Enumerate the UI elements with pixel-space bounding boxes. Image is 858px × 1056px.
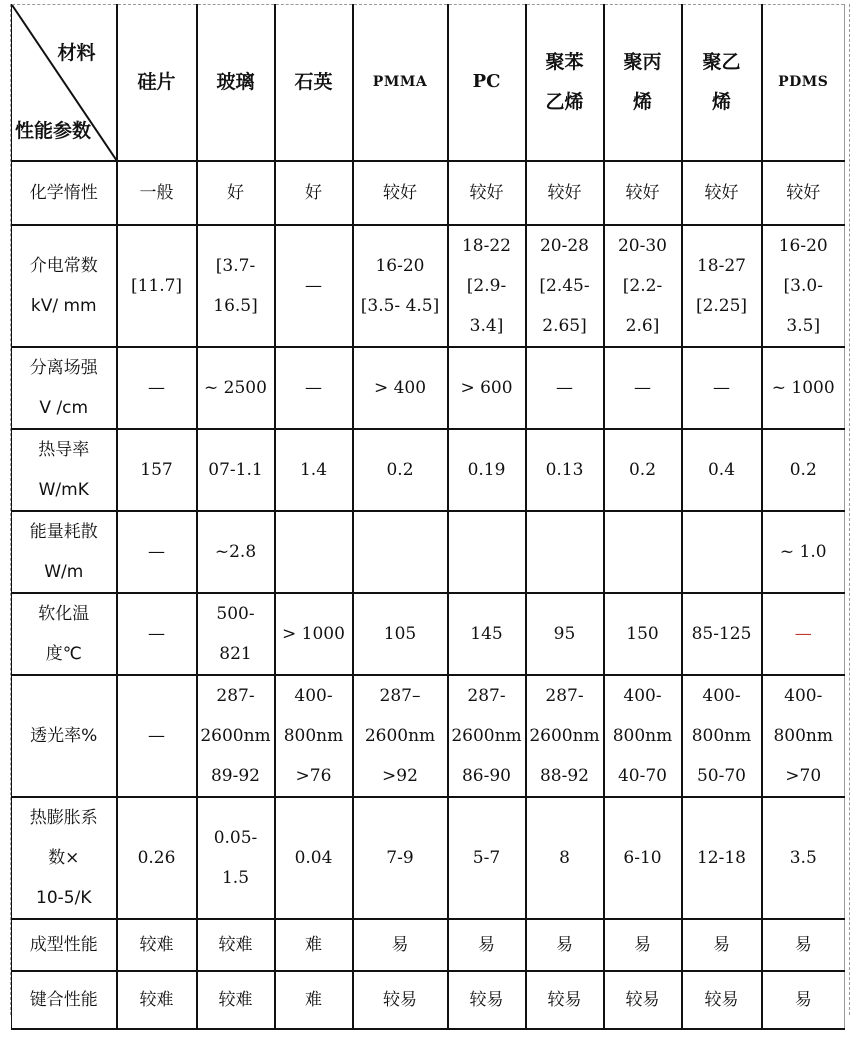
- table-cell: [526, 919, 604, 971]
- cell-text: 3.5: [789, 847, 817, 868]
- cell-text: 2.6]: [625, 315, 660, 336]
- cell-text: 95: [553, 623, 576, 644]
- table-cell: [353, 429, 448, 511]
- table-cell: [448, 971, 526, 1029]
- row-label: [12, 225, 117, 347]
- cell-text: —: [148, 541, 165, 562]
- table-cell: [197, 429, 275, 511]
- row-label-text: W/m: [44, 561, 84, 582]
- column-header-text: PC: [472, 71, 501, 93]
- cell-text: 800nm: [773, 725, 834, 746]
- table-cell: [117, 971, 197, 1029]
- table-cell: [275, 225, 353, 347]
- cell-text: ~ 1000: [771, 377, 835, 398]
- row-label-text: kV/ mm: [30, 295, 97, 316]
- table-cell: [117, 797, 197, 919]
- table-cell: [353, 161, 448, 225]
- row-label-text: 热导率: [38, 439, 90, 460]
- row-label: [12, 675, 117, 797]
- cell-text: 287-: [467, 685, 506, 706]
- table-cell: [448, 593, 526, 675]
- table-cell: [275, 161, 353, 225]
- table-cell: [448, 161, 526, 225]
- column-header-text: 烯: [711, 91, 731, 114]
- cell-text: 287–: [379, 685, 421, 706]
- table-cell: [448, 429, 526, 511]
- cell-text: 400-: [294, 685, 333, 706]
- table-cell: [448, 797, 526, 919]
- cell-text: 较好: [383, 182, 417, 203]
- cell-text: 287-: [545, 685, 584, 706]
- cell-text: 800nm: [691, 725, 752, 746]
- column-header-glass: [197, 5, 275, 161]
- column-header-text: 石英: [294, 71, 333, 94]
- table-cell: [682, 593, 762, 675]
- row-label-text: 数×: [48, 847, 80, 868]
- cell-text: 较易: [704, 989, 739, 1010]
- row-formability: [12, 919, 845, 971]
- table-cell: [762, 797, 845, 919]
- row-label-text: 介电常数: [29, 255, 98, 276]
- table-cell: [197, 971, 275, 1029]
- cell-text: 好: [227, 182, 244, 203]
- cell-text: —: [148, 725, 165, 746]
- table-cell: [682, 675, 762, 797]
- cell-text: 85-125: [691, 623, 752, 644]
- row-label-text: 软化温: [38, 603, 90, 624]
- column-header-polypropylene: [604, 5, 682, 161]
- table-cell: [604, 511, 682, 593]
- table-cell: [448, 511, 526, 593]
- row-label-text: W/mK: [38, 479, 89, 500]
- cell-text: 好: [305, 182, 322, 203]
- table-cell: [604, 161, 682, 225]
- cell-text: 3.5]: [786, 315, 821, 336]
- table-cell: [117, 675, 197, 797]
- table-cell: [353, 347, 448, 429]
- table-cell: [117, 511, 197, 593]
- cell-text: [2.9-: [466, 275, 507, 296]
- cell-text: 0.2: [628, 459, 657, 480]
- cell-text: 较好: [625, 182, 660, 203]
- row-label: [12, 511, 117, 593]
- cell-text: 18-22: [461, 235, 511, 256]
- column-header-text: 聚丙: [623, 51, 662, 74]
- cell-text: 较难: [218, 989, 253, 1010]
- table-cell: [117, 593, 197, 675]
- row-separation-field: [12, 347, 845, 429]
- table-cell: [604, 675, 682, 797]
- cell-text: [2.2-: [622, 275, 663, 296]
- table-cell: [762, 429, 845, 511]
- cell-text: 较难: [139, 989, 174, 1010]
- table-cell: [275, 971, 353, 1029]
- column-header-text: 硅片: [137, 71, 176, 94]
- table-cell: [275, 675, 353, 797]
- cell-text: 2.65]: [542, 315, 587, 336]
- table-cell: [762, 675, 845, 797]
- column-header-text: 乙烯: [545, 91, 584, 114]
- row-label-text: 化学惰性: [29, 182, 98, 203]
- cell-text: —: [556, 377, 573, 398]
- cell-text: >92: [382, 765, 418, 786]
- row-label-text: 热膨胀系: [29, 807, 98, 828]
- cell-text: 150: [626, 623, 659, 644]
- row-label: [12, 971, 117, 1029]
- table-cell: [526, 971, 604, 1029]
- cell-text: 0.13: [545, 459, 584, 480]
- table-cell: [526, 161, 604, 225]
- cell-text: [3.0-: [783, 275, 823, 296]
- table-cell: [275, 593, 353, 675]
- row-transmittance: [12, 675, 845, 797]
- cell-text: 较好: [547, 182, 582, 203]
- row-label: [12, 797, 117, 919]
- cell-text: —: [305, 275, 322, 296]
- column-header-polystyrene: [526, 5, 604, 161]
- cell-text: 较易: [383, 989, 417, 1010]
- cell-text: 20-28: [539, 235, 589, 256]
- cell-text: 易: [794, 934, 812, 955]
- cell-text: 89-92: [210, 765, 260, 786]
- cell-text: 105: [383, 623, 417, 644]
- cell-text: 2600nm: [364, 725, 436, 746]
- column-header-text: PDMS: [778, 74, 829, 91]
- table-cell: [526, 511, 604, 593]
- row-label: [12, 161, 117, 225]
- cell-text: 易: [556, 934, 573, 955]
- table-cell: [526, 225, 604, 347]
- cell-text: >76: [295, 765, 332, 786]
- cell-text: 86-90: [461, 765, 511, 786]
- cell-text: 0.04: [294, 847, 333, 868]
- cell-text: 400-: [784, 685, 823, 706]
- cell-text: 较易: [469, 989, 504, 1010]
- column-header-pmma: [353, 5, 448, 161]
- cell-text: 易: [478, 934, 495, 955]
- row-thermal-conductivity: [12, 429, 845, 511]
- table-cell: [682, 347, 762, 429]
- row-softening-temperature: [12, 593, 845, 675]
- table-cell: [762, 971, 845, 1029]
- column-header-quartz: [275, 5, 353, 161]
- cell-text: 一般: [139, 182, 174, 203]
- column-header-polyethylene: [682, 5, 762, 161]
- cell-text: 较好: [704, 182, 739, 203]
- table-cell: [448, 919, 526, 971]
- cell-text: >70: [785, 765, 822, 786]
- cell-text: 1.4: [299, 459, 328, 480]
- row-energy-dissipation: [12, 511, 845, 593]
- cell-text: 16-20: [375, 255, 425, 276]
- table-cell: [275, 797, 353, 919]
- cell-text: 0.05-: [213, 827, 258, 848]
- table-cell: [682, 161, 762, 225]
- cell-text: 易: [713, 934, 730, 955]
- table-cell: [353, 511, 448, 593]
- cell-text: —: [148, 377, 165, 398]
- table-cell: [604, 919, 682, 971]
- cell-text: 16-20: [778, 235, 828, 256]
- table-cell: [762, 593, 845, 675]
- column-header-text: 聚乙: [702, 51, 741, 74]
- table-cell: [526, 429, 604, 511]
- cell-text: ~ 2500: [204, 377, 267, 398]
- table-cell: [353, 919, 448, 971]
- table-cell: [682, 429, 762, 511]
- table-cell: [197, 511, 275, 593]
- row-chemical-inertness: [12, 161, 845, 225]
- column-header-silicon: [117, 5, 197, 161]
- row-thermal-expansion: [12, 797, 845, 919]
- cell-text: 0.19: [467, 459, 506, 480]
- cell-text: [2.25]: [695, 295, 748, 316]
- cell-text: 较易: [547, 989, 582, 1010]
- cell-text: 难: [305, 934, 322, 955]
- material-properties-table: [11, 4, 845, 1030]
- table-cell: [682, 797, 762, 919]
- column-header-text: PMMA: [372, 74, 428, 91]
- cell-text: 157: [140, 459, 173, 480]
- row-label-text: 成型性能: [29, 934, 98, 955]
- cell-text: [3.7-: [215, 255, 256, 276]
- table-cell: [117, 429, 197, 511]
- table-cell: [682, 971, 762, 1029]
- cell-text: 400-: [623, 685, 662, 706]
- table-cell: [197, 593, 275, 675]
- row-label: [12, 593, 117, 675]
- cell-text: 287-: [216, 685, 255, 706]
- table-cell: [448, 225, 526, 347]
- cell-text: 12-18: [696, 847, 746, 868]
- cell-text: 易: [634, 934, 651, 955]
- table-cell: [197, 797, 275, 919]
- table-cell: [604, 225, 682, 347]
- cell-text: 较难: [218, 934, 253, 955]
- cell-text: > 400: [373, 377, 427, 398]
- cell-text: 400-: [702, 685, 741, 706]
- cell-text: 2600nm: [451, 725, 522, 746]
- table-cell: [353, 675, 448, 797]
- table-cell: [604, 593, 682, 675]
- table-cell: [762, 511, 845, 593]
- table-cell: [117, 919, 197, 971]
- table-cell: [526, 593, 604, 675]
- cell-text: 易: [391, 934, 409, 955]
- cell-text: ~ 1.0: [779, 541, 827, 562]
- cell-text: 800nm: [283, 725, 344, 746]
- cell-text: —: [634, 377, 651, 398]
- row-label-text: 度℃: [45, 643, 82, 664]
- column-header-pdms: [762, 5, 845, 161]
- table-cell: [682, 225, 762, 347]
- cell-text: 3.4]: [469, 315, 504, 336]
- cell-text: 较好: [786, 182, 821, 203]
- table-cell: [682, 511, 762, 593]
- cell-text: —: [713, 377, 730, 398]
- table-cell: [353, 593, 448, 675]
- corner-property-label: 性能参数: [15, 120, 92, 142]
- cell-text: 0.2: [789, 459, 817, 480]
- table-cell: [762, 161, 845, 225]
- table-cell: [353, 797, 448, 919]
- table-cell: [353, 971, 448, 1029]
- row-label-text: 10-5/K: [36, 887, 92, 908]
- cell-text: 50-70: [696, 765, 746, 786]
- table-body: [12, 161, 845, 1029]
- corner-header-cell: [12, 5, 117, 161]
- cell-text: 821: [219, 643, 252, 664]
- row-bondability: [12, 971, 845, 1029]
- row-label: [12, 347, 117, 429]
- header-row: [12, 5, 845, 161]
- table-cell: [275, 429, 353, 511]
- table-cell: [117, 347, 197, 429]
- cell-text: 16.5]: [213, 295, 258, 316]
- cell-text: 较难: [139, 934, 174, 955]
- cell-text: 40-70: [617, 765, 667, 786]
- cell-text: [11.7]: [130, 275, 183, 296]
- cell-text: —: [794, 623, 812, 644]
- column-header-text: 玻璃: [216, 71, 255, 94]
- cell-text: 88-92: [539, 765, 589, 786]
- table-cell: [604, 347, 682, 429]
- table-cell: [275, 347, 353, 429]
- column-header-text: 聚苯: [545, 51, 584, 74]
- cell-text: 0.2: [386, 459, 414, 480]
- table-cell: [448, 675, 526, 797]
- row-label: [12, 429, 117, 511]
- cell-text: 1.5: [221, 867, 250, 888]
- cell-text: 5-7: [472, 847, 501, 868]
- table-cell: [762, 347, 845, 429]
- table-cell: [117, 225, 197, 347]
- cell-text: 0.26: [137, 847, 176, 868]
- table-cell: [197, 919, 275, 971]
- cell-text: 易: [794, 989, 812, 1010]
- cell-text: 18-27: [696, 255, 746, 276]
- row-label: [12, 919, 117, 971]
- table-cell: [762, 225, 845, 347]
- row-label-text: 键合性能: [29, 989, 98, 1010]
- table-cell: [682, 919, 762, 971]
- column-header-text: 烯: [632, 91, 652, 114]
- table-cell: [197, 225, 275, 347]
- row-label-text: 能量耗散: [29, 521, 98, 542]
- corner-material-label: 材料: [57, 42, 96, 64]
- cell-text: 7-9: [386, 847, 414, 868]
- cell-text: 2600nm: [200, 725, 271, 746]
- table-cell: [604, 797, 682, 919]
- cell-text: 0.4: [707, 459, 736, 480]
- cell-text: ~2.8: [214, 541, 257, 562]
- cell-text: 145: [470, 623, 503, 644]
- table-cell: [197, 347, 275, 429]
- column-header-pc: [448, 5, 526, 161]
- cell-text: 800nm: [612, 725, 673, 746]
- table-cell: [448, 347, 526, 429]
- cell-text: 2600nm: [529, 725, 600, 746]
- row-label-text: 分离场强: [29, 357, 98, 378]
- cell-text: 较好: [469, 182, 504, 203]
- cell-text: 8: [559, 847, 570, 868]
- row-dielectric-constant: [12, 225, 845, 347]
- cell-text: 较易: [625, 989, 660, 1010]
- cell-text: 07-1.1: [208, 459, 263, 480]
- table-cell: [604, 971, 682, 1029]
- table-cell: [526, 675, 604, 797]
- table-cell: [197, 675, 275, 797]
- table-cell: [762, 919, 845, 971]
- cell-text: —: [148, 623, 165, 644]
- table-cell: [197, 161, 275, 225]
- table-cell: [275, 919, 353, 971]
- cell-text: —: [305, 377, 322, 398]
- cell-text: > 600: [460, 377, 513, 398]
- table-cell: [353, 225, 448, 347]
- table-cell: [117, 161, 197, 225]
- cell-text: 20-30: [617, 235, 667, 256]
- table-cell: [604, 429, 682, 511]
- cell-text: 难: [305, 989, 322, 1010]
- table-cell: [526, 797, 604, 919]
- row-label-text: 透光率%: [30, 725, 98, 746]
- cell-text: [3.5- 4.5]: [360, 295, 440, 316]
- cell-text: > 1000: [282, 623, 345, 644]
- cell-text: 500-: [216, 603, 255, 624]
- table-cell: [526, 347, 604, 429]
- cell-text: [2.45-: [539, 275, 590, 296]
- table-cell: [275, 511, 353, 593]
- cell-text: 6-10: [623, 847, 662, 868]
- row-label-text: V /cm: [39, 397, 89, 418]
